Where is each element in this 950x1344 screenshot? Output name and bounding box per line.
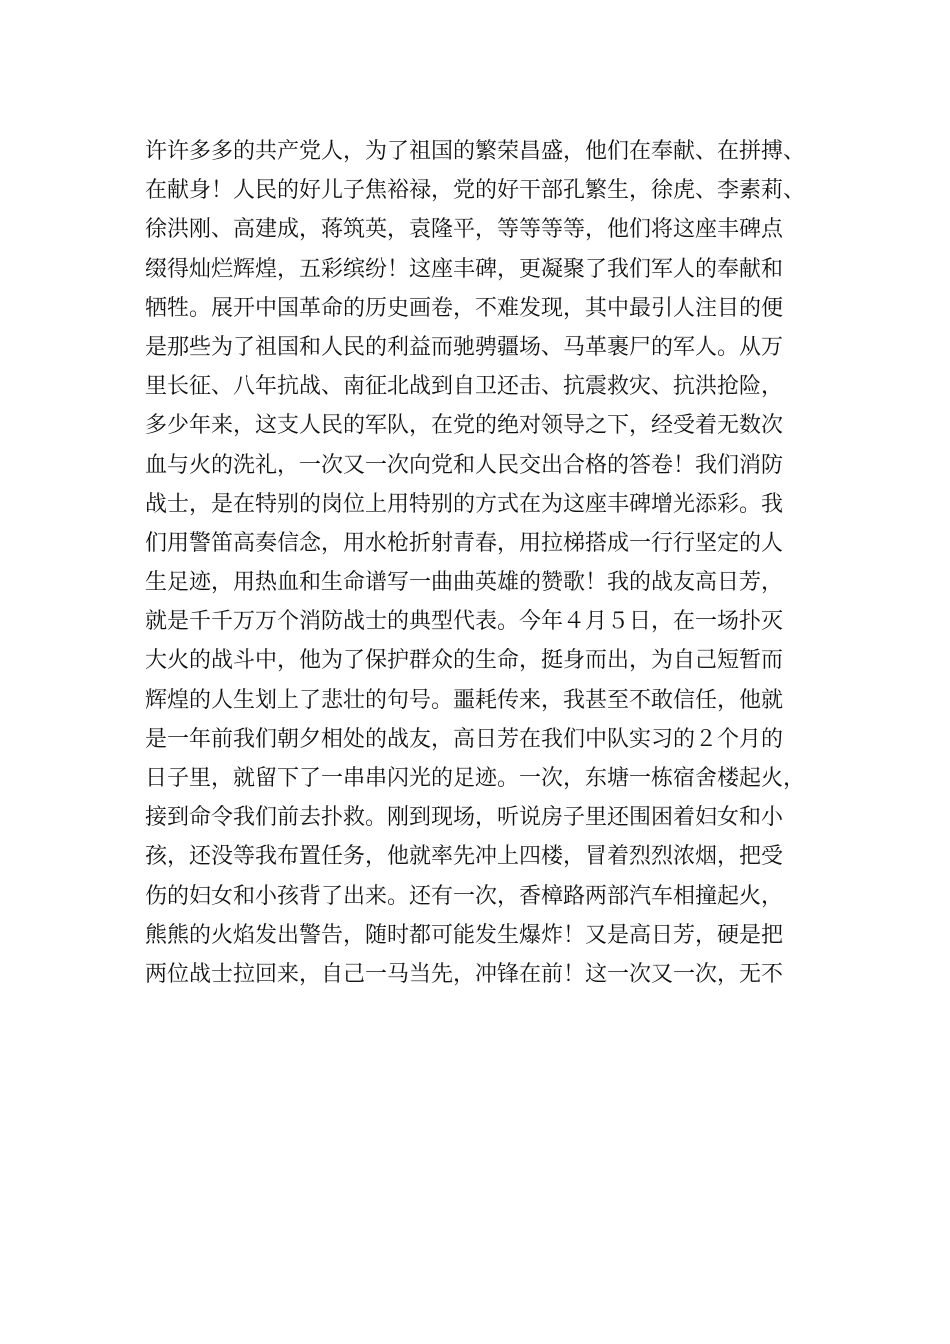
- body-text: [145, 132, 845, 994]
- text-line: 就是千千万万个消防战士的典型代表。今年４月５日，在一场扑灭: [145, 609, 784, 635]
- text-line: 战士，是在特别的岗位上用特别的方式在为这座丰碑增光添彩。我: [145, 491, 784, 517]
- text-line: 是一年前我们朝夕相处的战友，高日芳在我们中队实习的２个月的: [145, 726, 784, 752]
- text-line: 许许多多的共产党人，为了祖国的繁荣昌盛，他们在奉献、在拼搏、: [145, 139, 806, 164]
- text-line: 伤的妇女和小孩背了出来。还有一次，香樟路两部汽车相撞起火，: [145, 883, 784, 909]
- text-line: 熊熊的火焰发出警告，随时都可能发生爆炸！又是高日芳，硬是把: [145, 922, 784, 948]
- text-line: 们用警笛高奏信念，用水枪折射青春，用拉梯搭成一行行坚定的人: [145, 530, 784, 556]
- text-line: 徐洪刚、高建成，蒋筑英，袁隆平，等等等等，他们将这座丰碑点: [145, 217, 784, 243]
- text-line: 血与火的洗礼，一次又一次向党和人民交出合格的答卷！我们消防: [145, 452, 784, 478]
- text-line: 辉煌的人生划上了悲壮的句号。噩耗传来，我甚至不敢信任，他就: [145, 687, 784, 713]
- text-line: 两位战士拉回来，自己一马当先，冲锋在前！这一次又一次，无不: [145, 961, 784, 987]
- text-line: 接到命令我们前去扑救。刚到现场，听说房子里还围困着妇女和小: [145, 805, 784, 831]
- text-line: 在献身！人民的好儿子焦裕禄，党的好干部孔繁生，徐虎、李素莉、: [145, 178, 806, 204]
- text-line: 牺牲。展开中国革命的历史画卷，不难发现，其中最引人注目的便: [145, 295, 784, 321]
- text-line: 多少年来，这支人民的军队，在党的绝对领导之下，经受着无数次: [145, 413, 784, 439]
- text-line: 是那些为了祖国和人民的利益而驰骋疆场、马革裹尸的军人。从万: [145, 334, 784, 360]
- text-line: 缀得灿烂辉煌，五彩缤纷！这座丰碑，更凝聚了我们军人的奉献和: [145, 256, 784, 282]
- text-line: 孩，还没等我布置任务，他就率先冲上四楼，冒着烈烈浓烟，把受: [145, 844, 784, 870]
- text-line: 生足迹，用热血和生命谱写一曲曲英雄的赞歌！我的战友高日芳，: [145, 570, 784, 596]
- text-line: 里长征、八年抗战、南征北战到自卫还击、抗震救灾、抗洪抢险，: [145, 374, 784, 400]
- text-line: 大火的战斗中，他为了保护群众的生命，挺身而出，为自己短暂而: [145, 648, 784, 674]
- text-line: 日子里，就留下了一串串闪光的足迹。一次，东塘一栋宿舍楼起火，: [145, 766, 806, 791]
